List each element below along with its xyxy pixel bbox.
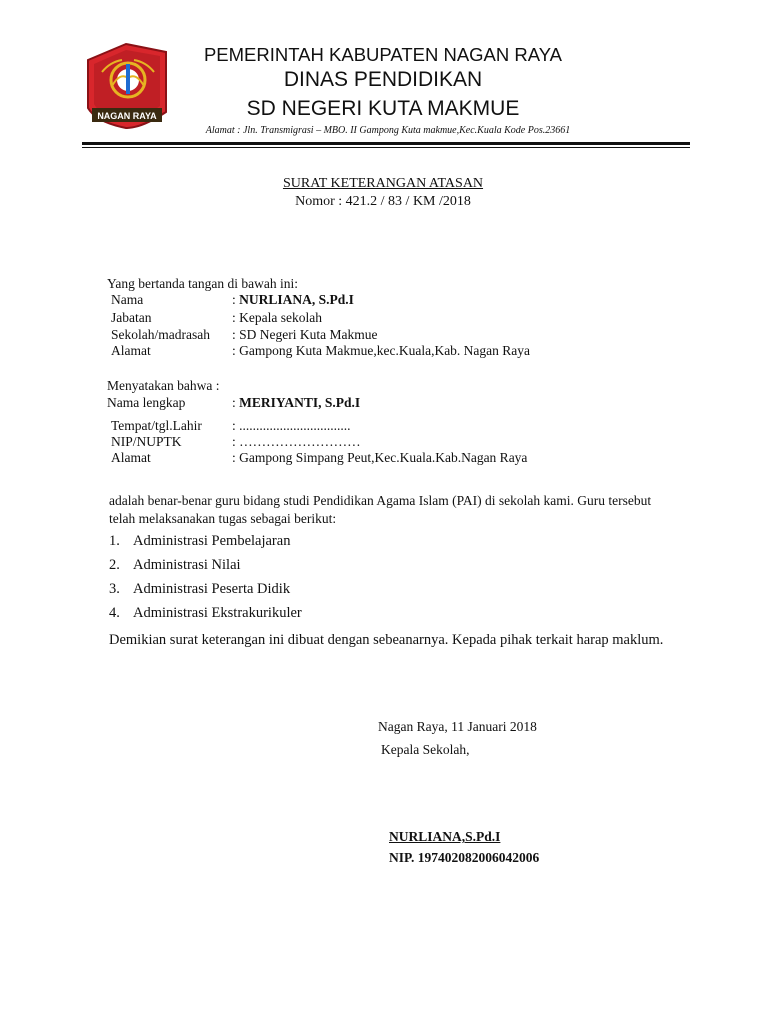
signature-nip: NIP. 197402082006042006	[389, 850, 540, 865]
signer-intro: Yang bertanda tangan di bawah ini:	[107, 276, 298, 291]
signer-position-label: Jabatan	[111, 310, 152, 325]
task-item: Administrasi Nilai	[133, 557, 241, 573]
subject-name-value: : MERIYANTI, S.Pd.I	[232, 395, 361, 410]
signer-address-label: Alamat	[111, 343, 151, 358]
signature-position: Kepala Sekolah,	[381, 742, 470, 757]
subject-address-label: Alamat	[111, 450, 151, 465]
task-item: Administrasi Pembelajaran	[133, 533, 291, 549]
header-divider-thick	[82, 142, 690, 145]
signer-name-value: : NURLIANA, S.Pd.I	[232, 292, 354, 307]
signer-school-value: : SD Negeri Kuta Makmue	[232, 327, 378, 342]
subject-intro: Menyatakan bahwa :	[107, 378, 220, 393]
letter-title: SURAT KETERANGAN ATASAN	[282, 176, 484, 191]
signer-name: NURLIANA, S.Pd.I	[239, 292, 354, 307]
signer-school-label: Sekolah/madrasah	[111, 327, 210, 342]
header-divider-thin	[82, 147, 690, 148]
task-item: Administrasi Ekstrakurikuler	[133, 605, 302, 621]
header-address: Alamat : Jln. Transmigrasi – MBO. II Gampong Kuta makmue,Kec.Kuala Kode Pos.23661	[205, 125, 571, 136]
signer-name-label: Nama	[111, 292, 144, 307]
header-agency: DINAS PENDIDIKAN	[283, 68, 483, 91]
nagan-raya-logo	[82, 42, 170, 130]
subject-birth-label: Tempat/tgl.Lahir	[111, 418, 202, 433]
header-school: SD NEGERI KUTA MAKMUE	[246, 97, 520, 120]
subject-name-label: Nama lengkap	[107, 395, 186, 410]
task-number: 1.	[109, 533, 120, 549]
subject-address-value: : Gampong Simpang Peut,Kec.Kuala.Kab.Nagan Raya	[232, 450, 528, 465]
task-number: 4.	[109, 605, 120, 621]
subject-birth-value: : .................................	[232, 418, 351, 433]
signature-name: NURLIANA,S.Pd.I	[389, 829, 501, 844]
subject-nip-value: : ………………………	[232, 434, 361, 449]
logo-text: NAGAN RAYA	[97, 111, 157, 121]
signer-address-value: : Gampong Kuta Makmue,kec.Kuala,Kab. Nagan Raya	[232, 343, 531, 358]
signature-place-date: Nagan Raya, 11 Januari 2018	[378, 719, 537, 734]
subject-nip-label: NIP/NUPTK	[111, 434, 182, 449]
closing-paragraph: Demikian surat keterangan ini dibuat dengan sebeanarnya. Kepada pihak terkait harap maklum.	[109, 632, 664, 648]
task-item: Administrasi Peserta Didik	[133, 581, 291, 597]
task-number: 2.	[109, 557, 120, 573]
task-number: 3.	[109, 581, 120, 597]
statement-paragraph: adalah benar-benar guru bidang studi Pendidikan Agama Islam (PAI) di sekolah kami. Guru tersebut telah melaksanakan tugas sebagai berikut:	[109, 493, 652, 526]
letter-number: Nomor : 421.2 / 83 / KM /2018	[295, 194, 471, 209]
subject-name: MERIYANTI, S.Pd.I	[239, 395, 361, 410]
header-government: PEMERINTAH KABUPATEN NAGAN RAYA	[203, 44, 563, 65]
signer-position-value: : Kepala sekolah	[232, 310, 322, 325]
